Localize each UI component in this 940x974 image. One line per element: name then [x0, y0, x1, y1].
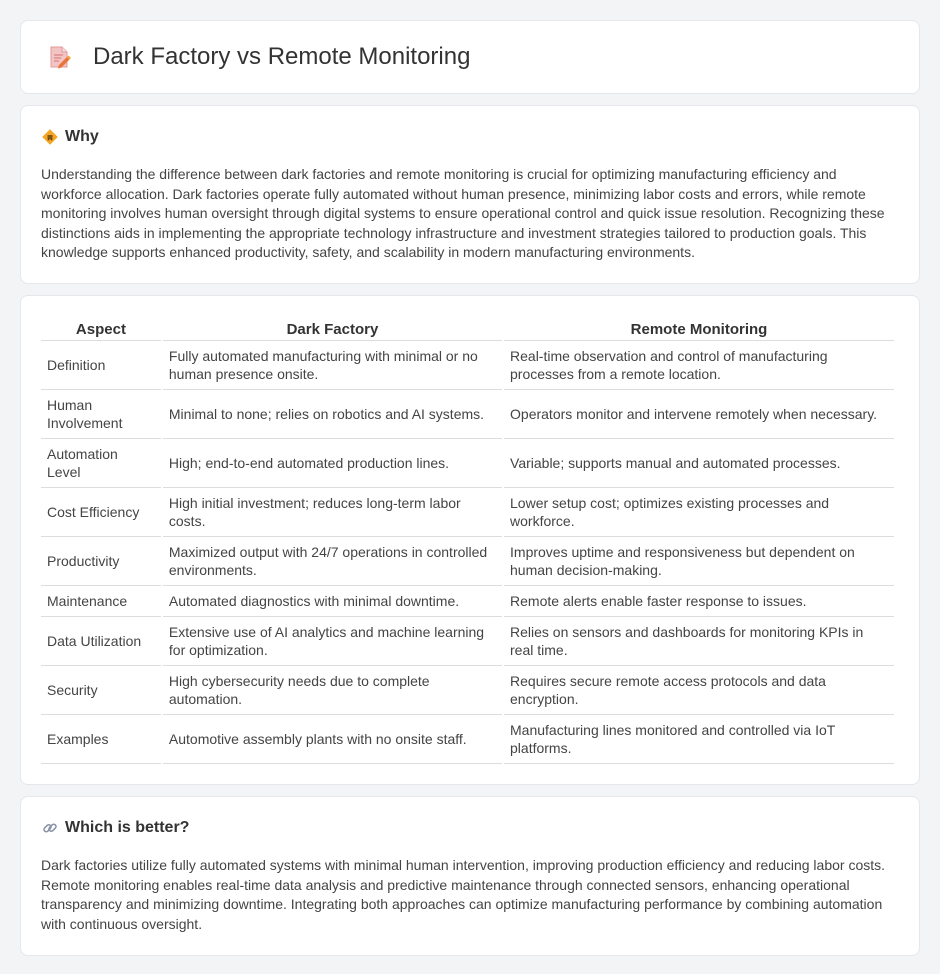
table-row	[41, 666, 894, 715]
table-row	[41, 715, 894, 764]
comparison-section	[20, 295, 920, 785]
why-section	[20, 105, 920, 284]
aspect-cell: Automation Level	[41, 439, 161, 488]
better-text: Dark factories utilize fully automated systems with minimal human intervention, improving production efficiency and reducing labor costs. Remote monitoring enables real-time data analysis and predictive maintenance through connected sensors, enhancing operational transparency and minimizing downtime. Integrating both approaches can optimize manufacturing performance by combining automation with continuous oversight.	[41, 857, 886, 932]
remote-monitoring-cell: Variable; supports manual and automated processes.	[504, 439, 894, 488]
aspect-cell: Examples	[41, 715, 161, 764]
table-row	[41, 341, 894, 390]
dark-factory-cell: Minimal to none; relies on robotics and AI systems.	[163, 390, 502, 439]
dark-factory-cell: High; end-to-end automated production lines.	[163, 439, 502, 488]
dark-factory-cell: Fully automated manufacturing with minimal or no human presence onsite.	[163, 341, 502, 390]
link-icon	[41, 819, 59, 837]
road-sign-icon	[41, 128, 59, 146]
table-row	[41, 537, 894, 586]
why-text: Understanding the difference between dark factories and remote monitoring is crucial for optimizing manufacturing efficiency and workforce allocation. Dark factories operate fully automated without human presence, minimizing labor costs and errors, while remote monitoring involves human oversight through digital systems to ensure operational control and quick issue resolution. Recognizing these distinctions aids in implementing the appropriate technology infrastructure and investment strategies tailored to production goals. This knowledge supports enhanced productivity, safety, and scalability in modern manufacturing environments.	[41, 166, 885, 260]
aspect-cell: Human Involvement	[41, 390, 161, 439]
aspect-cell: Security	[41, 666, 161, 715]
better-heading	[41, 819, 899, 837]
page-title: Dark Factory vs Remote Monitoring	[93, 43, 471, 70]
comparison-table	[39, 316, 896, 764]
aspect-cell: Data Utilization	[41, 617, 161, 666]
why-title: Why	[65, 128, 99, 145]
remote-monitoring-cell: Lower setup cost; optimizes existing processes and workforce.	[504, 488, 894, 537]
table-row	[41, 439, 894, 488]
remote-monitoring-cell: Improves uptime and responsiveness but dependent on human decision-making.	[504, 537, 894, 586]
table-row	[41, 488, 894, 537]
column-header-dark-factory: Dark Factory	[163, 316, 502, 341]
header-card	[20, 20, 920, 94]
aspect-cell: Maintenance	[41, 586, 161, 617]
dark-factory-cell: Automotive assembly plants with no onsite staff.	[163, 715, 502, 764]
dark-factory-cell: Extensive use of AI analytics and machine learning for optimization.	[163, 617, 502, 666]
aspect-cell: Cost Efficiency	[41, 488, 161, 537]
why-heading	[41, 128, 899, 146]
dark-factory-cell: High initial investment; reduces long-term labor costs.	[163, 488, 502, 537]
remote-monitoring-cell: Requires secure remote access protocols and data encryption.	[504, 666, 894, 715]
remote-monitoring-cell: Operators monitor and intervene remotely when necessary.	[504, 390, 894, 439]
document-pencil-icon	[45, 43, 73, 71]
remote-monitoring-cell: Relies on sensors and dashboards for monitoring KPIs in real time.	[504, 617, 894, 666]
dark-factory-cell: Maximized output with 24/7 operations in controlled environments.	[163, 537, 502, 586]
aspect-cell: Definition	[41, 341, 161, 390]
table-row	[41, 617, 894, 666]
which-is-better-section	[20, 796, 920, 956]
aspect-cell: Productivity	[41, 537, 161, 586]
column-header-remote-monitoring: Remote Monitoring	[504, 316, 894, 341]
column-header-aspect: Aspect	[41, 316, 161, 341]
table-header-row	[41, 316, 894, 341]
dark-factory-cell: Automated diagnostics with minimal downtime.	[163, 586, 502, 617]
better-title: Which is better?	[65, 819, 190, 836]
remote-monitoring-cell: Remote alerts enable faster response to issues.	[504, 586, 894, 617]
dark-factory-cell: High cybersecurity needs due to complete automation.	[163, 666, 502, 715]
remote-monitoring-cell: Manufacturing lines monitored and controlled via IoT platforms.	[504, 715, 894, 764]
table-row	[41, 586, 894, 617]
remote-monitoring-cell: Real-time observation and control of manufacturing processes from a remote location.	[504, 341, 894, 390]
table-row	[41, 390, 894, 439]
